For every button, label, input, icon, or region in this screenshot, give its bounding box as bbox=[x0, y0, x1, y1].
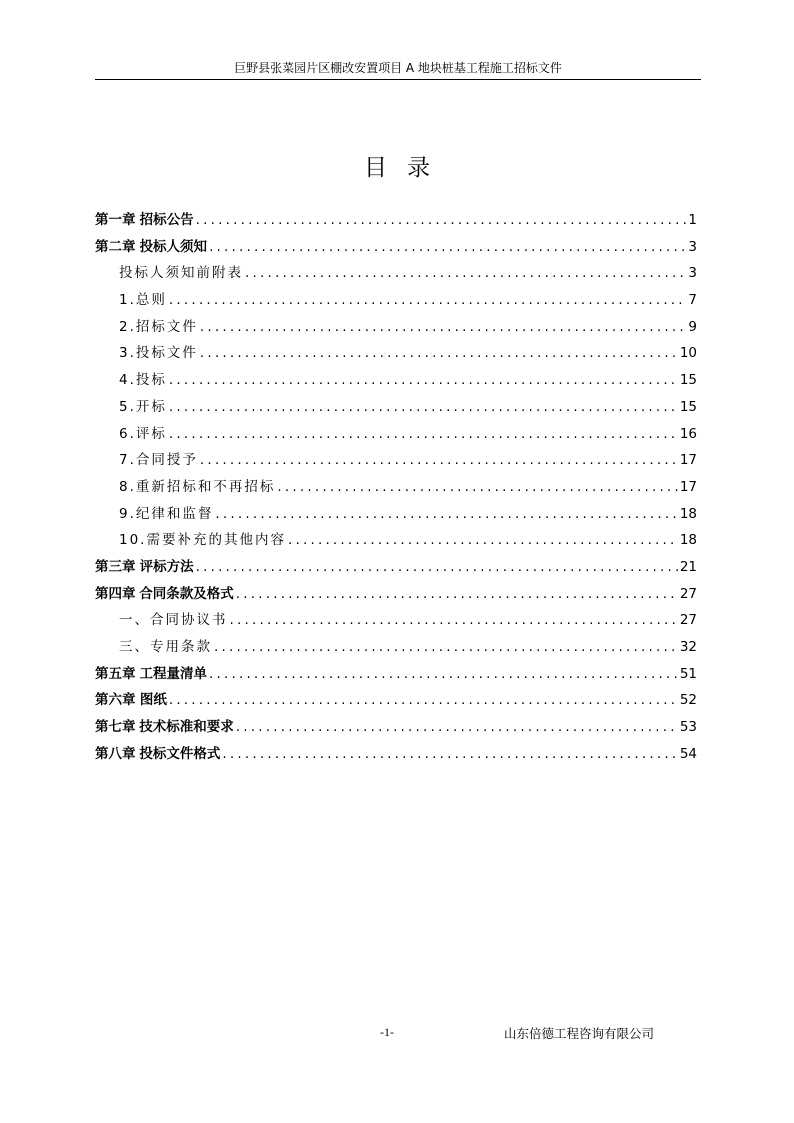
toc-chapter-label: 第八章 bbox=[95, 745, 136, 762]
toc-leader-dots bbox=[209, 661, 678, 688]
toc-leader-dots bbox=[288, 527, 678, 554]
toc-page-number: 1 bbox=[688, 212, 697, 228]
toc-leader-dots bbox=[196, 207, 687, 234]
toc-chapter-label: 第五章 bbox=[95, 665, 136, 682]
toc-page-number: 15 bbox=[679, 372, 697, 389]
toc-section-title: 三、专用条款 bbox=[119, 639, 212, 655]
toc-page-number: 51 bbox=[679, 665, 697, 682]
toc-chapter-label: 第四章 bbox=[95, 585, 136, 602]
toc-page-number: 16 bbox=[679, 425, 697, 442]
toc-section-entry[interactable] bbox=[95, 634, 697, 661]
toc-page-number: 7 bbox=[688, 292, 697, 309]
toc-leader-dots bbox=[222, 741, 677, 768]
table-of-contents bbox=[95, 207, 697, 767]
toc-section-entry[interactable] bbox=[95, 607, 697, 634]
toc-chapter-label: 第六章 bbox=[95, 692, 136, 709]
toc-chapter-entry[interactable] bbox=[95, 687, 697, 714]
toc-leader-dots bbox=[200, 447, 678, 474]
toc-page-number: 54 bbox=[679, 745, 697, 762]
toc-leader-dots bbox=[214, 634, 678, 661]
toc-section-entry[interactable] bbox=[95, 314, 697, 341]
toc-section-entry[interactable] bbox=[95, 340, 697, 367]
toc-leader-dots bbox=[200, 314, 687, 341]
toc-section-entry[interactable] bbox=[95, 527, 697, 554]
running-header: 巨野县张菜园片区棚改安置项目 A 地块桩基工程施工招标文件 bbox=[95, 58, 701, 80]
toc-leader-dots bbox=[169, 394, 678, 421]
toc-section-entry[interactable] bbox=[95, 447, 697, 474]
toc-chapter-entry[interactable] bbox=[95, 234, 697, 261]
toc-section-title: 3.投标文件 bbox=[119, 345, 198, 362]
toc-page-number: 3 bbox=[688, 238, 697, 255]
toc-leader-dots bbox=[215, 501, 677, 528]
footer-company: 山东倍德工程咨询有限公司 bbox=[504, 1026, 655, 1041]
toc-page-number: 3 bbox=[688, 265, 697, 282]
toc-section-entry[interactable] bbox=[95, 367, 697, 394]
toc-leader-dots bbox=[200, 340, 678, 367]
toc-section-entry[interactable] bbox=[95, 287, 697, 314]
toc-chapter-title: 图纸 bbox=[139, 692, 167, 709]
toc-page-number: 32 bbox=[679, 639, 697, 655]
toc-section-title: 8.重新招标和不再招标 bbox=[119, 478, 276, 495]
toc-leader-dots bbox=[169, 367, 678, 394]
toc-leader-dots bbox=[169, 287, 687, 314]
toc-chapter-title: 投标人须知 bbox=[139, 238, 208, 255]
toc-chapter-label: 第一章 bbox=[95, 212, 136, 228]
toc-chapter-entry[interactable] bbox=[95, 661, 697, 688]
toc-leader-dots bbox=[209, 234, 686, 261]
toc-page-number: 27 bbox=[679, 585, 697, 602]
toc-section-title: 5.开标 bbox=[119, 398, 167, 415]
toc-page-number: 9 bbox=[688, 318, 697, 335]
toc-chapter-entry[interactable] bbox=[95, 207, 697, 234]
toc-chapter-entry[interactable] bbox=[95, 554, 697, 581]
toc-chapter-title: 工程量清单 bbox=[139, 665, 207, 682]
toc-leader-dots bbox=[236, 581, 678, 608]
toc-chapter-entry[interactable] bbox=[95, 581, 697, 608]
toc-page-number: 17 bbox=[679, 478, 697, 495]
toc-page-number: 10 bbox=[679, 345, 697, 362]
toc-section-title: 9.纪律和监督 bbox=[119, 505, 214, 522]
toc-page-number: 18 bbox=[679, 505, 697, 522]
toc-section-title: 10.需要补充的其他内容 bbox=[119, 532, 286, 549]
toc-chapter-title: 技术标准和要求 bbox=[139, 719, 234, 736]
toc-page-number: 17 bbox=[679, 452, 697, 469]
toc-page-number: 52 bbox=[679, 692, 697, 709]
toc-chapter-title: 投标文件格式 bbox=[139, 745, 221, 762]
toc-chapter-title: 招标公告 bbox=[139, 212, 194, 228]
toc-page-number: 21 bbox=[679, 558, 697, 575]
toc-page-number: 53 bbox=[679, 719, 697, 736]
toc-section-entry[interactable] bbox=[95, 394, 697, 421]
toc-leader-dots bbox=[196, 554, 678, 581]
toc-chapter-label: 第三章 bbox=[95, 558, 136, 575]
toc-section-title: 6.评标 bbox=[119, 425, 167, 442]
toc-leader-dots bbox=[236, 714, 678, 741]
toc-chapter-entry[interactable] bbox=[95, 714, 697, 741]
toc-chapter-entry[interactable] bbox=[95, 741, 697, 768]
toc-section-entry[interactable] bbox=[95, 474, 697, 501]
footer-page-number: -1- bbox=[380, 1025, 394, 1039]
toc-leader-dots bbox=[169, 687, 678, 714]
toc-section-entry[interactable] bbox=[95, 501, 697, 528]
toc-chapter-label: 第二章 bbox=[95, 238, 136, 255]
toc-section-title: 7.合同授予 bbox=[119, 452, 198, 469]
toc-page-number: 15 bbox=[679, 398, 697, 415]
toc-chapter-title: 评标方法 bbox=[139, 558, 194, 575]
toc-section-title: 1.总则 bbox=[119, 292, 167, 309]
toc-chapter-title: 合同条款及格式 bbox=[139, 585, 234, 602]
toc-leader-dots bbox=[169, 421, 678, 448]
toc-section-title: 投标人须知前附表 bbox=[119, 265, 243, 282]
toc-page-number: 27 bbox=[679, 612, 697, 629]
toc-section-title: 4.投标 bbox=[119, 372, 167, 389]
toc-section-entry[interactable] bbox=[95, 260, 697, 287]
toc-section-entry[interactable] bbox=[95, 421, 697, 448]
toc-chapter-label: 第七章 bbox=[95, 719, 136, 736]
toc-leader-dots bbox=[277, 474, 677, 501]
toc-page-number: 18 bbox=[679, 532, 697, 549]
toc-section-title: 一、合同协议书 bbox=[119, 612, 228, 629]
page-title: 目录 bbox=[364, 155, 450, 181]
toc-leader-dots bbox=[245, 260, 686, 287]
toc-leader-dots bbox=[230, 607, 678, 634]
toc-section-title: 2.招标文件 bbox=[119, 318, 198, 335]
